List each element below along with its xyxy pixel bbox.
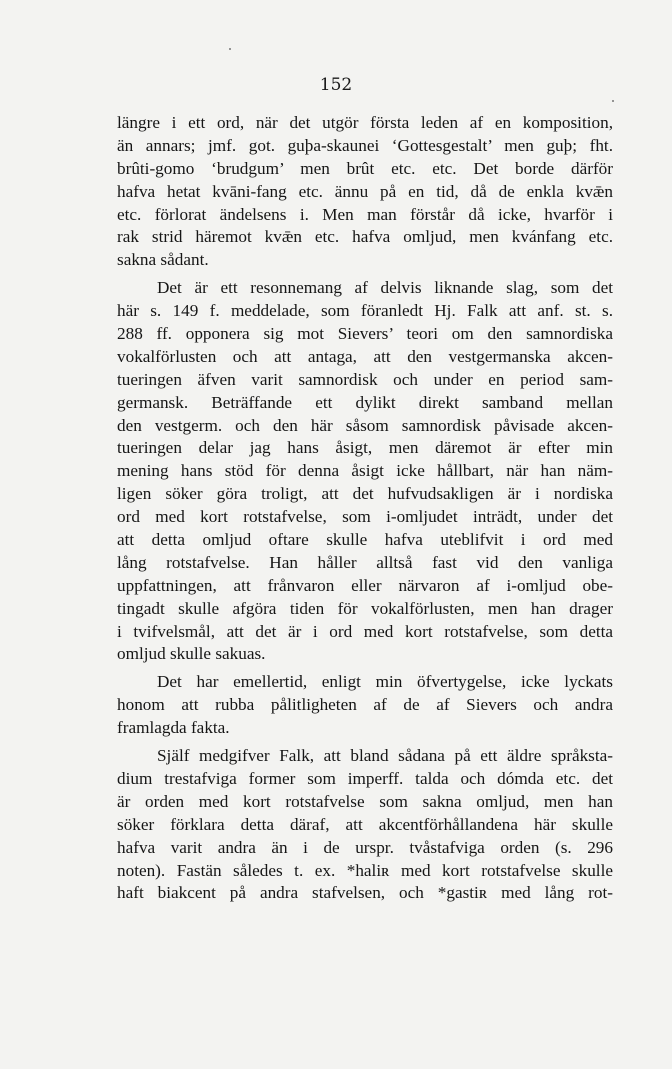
text-line: tueringen delar jag hans åsigt, men däremot är efter min [117, 438, 613, 458]
text-line: framlagda fakta. [117, 718, 230, 738]
text-line: dium trestafviga former som imperff. talda och dómda etc. det [117, 768, 613, 788]
text-line: än annars; jmf. got. guþa-skaunei ‘Gottesgestalt’ men guþ; fht. [117, 135, 613, 155]
text-line: Det är ett resonnemang af delvis liknande slag, som det [157, 278, 613, 298]
print-speck [229, 48, 231, 50]
text-line: vokalförlusten och att antaga, att den vestgermanska akcen- [117, 346, 613, 366]
text-line: i tvifvelsmål, att det är i ord med kort rotstafvelse, som detta [117, 621, 613, 641]
text-line: här s. 149 f. meddelade, som föranledt Hj. Falk att anf. st. s. [117, 301, 613, 321]
text-line: 288 ff. opponera sig mot Sievers’ teori om den samnordiska [117, 324, 613, 344]
paragraph [117, 112, 613, 272]
text-line: rak strid häremot kvǣn etc. hafva omljud, men kvánfang etc. [117, 227, 613, 247]
text-line: tueringen äfven varit samnordisk och under en period sam- [117, 369, 613, 389]
text-line: ord med kort rotstafvelse, som i-omljudet inträdt, under det [117, 507, 613, 527]
text-line: tingadt skulle afgöra tiden för vokalförlusten, men han drager [117, 598, 613, 618]
text-line: den vestgerm. och den här såsom samnordisk påvisade akcen- [117, 415, 613, 435]
text-line: hafva varit andra än i de urspr. tvåstafviga orden (s. 296 [117, 837, 613, 857]
text-line: germansk. Beträffande ett dylikt direkt samband mellan [117, 392, 613, 412]
paragraph [117, 745, 613, 905]
text-line: att detta omljud oftare skulle hafva uteblifvit i ord med [117, 530, 613, 550]
text-line: haft biakcent på andra stafvelsen, och *gastiʀ med lång rot- [117, 883, 613, 903]
text-line: etc. förlorat ändelsens i. Men man förstår då icke, hvarför i [117, 204, 613, 224]
text-line: lång rotstafvelse. Han håller alltså fast vid den vanliga [117, 552, 613, 572]
text-line: söker förklara detta däraf, att akcentförhållandena här skulle [117, 814, 613, 834]
text-line: hafva hetat kvāni-fang etc. ännu på en tid, då de enkla kvǣn [117, 181, 613, 201]
text-line: sakna sådant. [117, 250, 209, 270]
text-line: ligen söker göra troligt, att det hufvudsakligen är i nordiska [117, 484, 613, 504]
paragraph [117, 671, 613, 740]
page-number: 152 [319, 75, 353, 95]
text-line: Själf medgifver Falk, att bland sådana på ett äldre språksta- [157, 746, 613, 766]
text-line: mening hans stöd för denna åsigt icke hållbart, när han näm- [117, 461, 613, 481]
text-line: honom att rubba pålitligheten af de af Sievers och andra [117, 695, 613, 715]
text-line: omljud skulle sakuas. [117, 644, 266, 664]
text-line: uppfattningen, att frånvaron eller närvaron af i-omljud obe- [117, 575, 613, 595]
body-text [117, 112, 613, 905]
print-speck [612, 100, 614, 102]
text-line: är orden med kort rotstafvelse som sakna omljud, men han [117, 791, 613, 811]
text-line: Det har emellertid, enligt min öfvertygelse, icke lyckats [157, 672, 613, 692]
text-line: brûti-gomo ‘brudgum’ men brût etc. etc. Det borde därför [117, 158, 613, 178]
paragraph [117, 277, 613, 666]
text-line: längre i ett ord, när det utgör första leden af en komposition, [117, 113, 613, 132]
text-line: noten). Fastän således t. ex. *haliʀ med kort rotstafvelse skulle [117, 860, 613, 880]
